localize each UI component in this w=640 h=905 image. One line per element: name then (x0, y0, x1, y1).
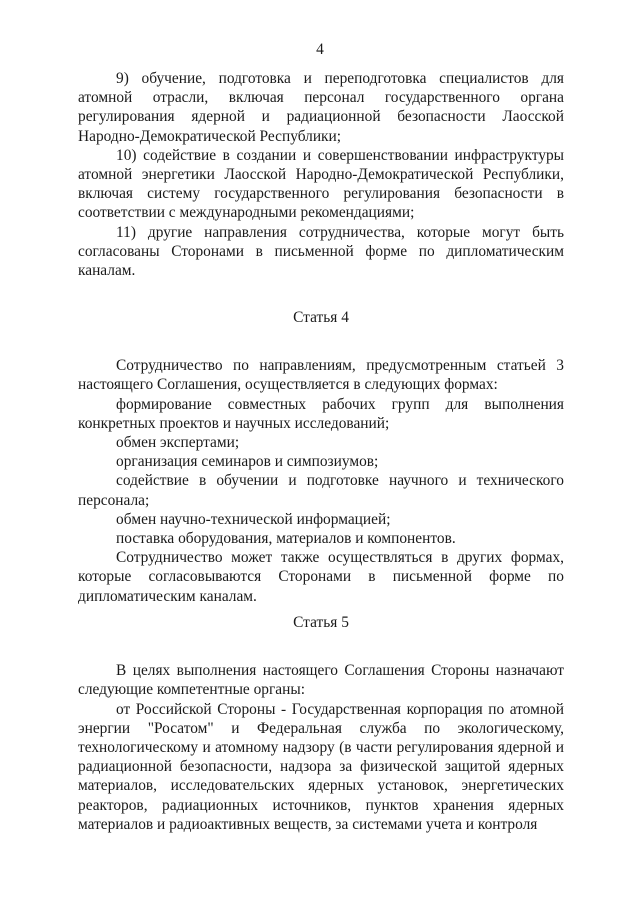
article-4-other-forms: Сотрудничество может также осуществляться в других формах, которые согласовываются Сторонами в письменной форме по дипломатическим каналам. (78, 549, 564, 605)
form-equipment-supply: поставка оборудования, материалов и компонентов. (116, 530, 456, 548)
article-4-intro: Сотрудничество по направлениям, предусмотренным статьей 3 настоящего Соглашения, осуществляется в следующих формах: (78, 357, 564, 394)
article-4 (78, 308, 564, 606)
article-5 (78, 613, 564, 834)
page-number: 4 (316, 41, 324, 58)
item-11: 11) другие направления сотрудничества, которые могут быть согласованы Сторонами в письменной форме по дипломатическим каналам. (78, 223, 564, 280)
item-10: 10) содействие в создании и совершенствовании инфраструктуры атомной энергетики Лаосской Народно-Демократической Республики, включая систему государственного регулирования безопасности в соответствии с международными рекомендациями; (78, 146, 564, 222)
article-4-heading: Статья 4 (293, 309, 349, 326)
item-9: 9) обучение, подготовка и переподготовка специалистов для атомной отрасли, включая персонал государственного органа регулирования ядерной и радиационной безопасности Лаосской Народно-Демократической Республики; (78, 70, 564, 145)
form-seminars: организация семинаров и симпозиумов; (116, 453, 379, 471)
form-expert-exchange: обмен экспертами; (116, 434, 240, 452)
article-3-continuation (78, 69, 564, 280)
russian-competent-bodies: от Российской Стороны - Государственная корпорация по атомной энергии "Росатом" и Федеральная служба по экологическому, технологическому и атомному надзору (в части регулирования ядерной и радиационной безопасности, надзора за физической защитой ядерных материалов, исследовательских ядерных установок, энергетических реакторов, радиационных источников, пунктов хранения ядерных материалов и радиоактивных веществ, за системами учета и контроля (78, 700, 564, 833)
article-5-intro: В целях выполнения настоящего Соглашения Стороны назначают следующие компетентные органы: (78, 662, 564, 699)
article-5-heading: Статья 5 (293, 614, 349, 631)
form-working-groups: формирование совместных рабочих групп для выполнения конкретных проектов и научных исследований; (78, 395, 564, 432)
form-information-exchange: обмен научно-технической информацией; (116, 510, 391, 528)
form-training: содействие в обучении и подготовке научного и технического персонала; (78, 472, 564, 509)
